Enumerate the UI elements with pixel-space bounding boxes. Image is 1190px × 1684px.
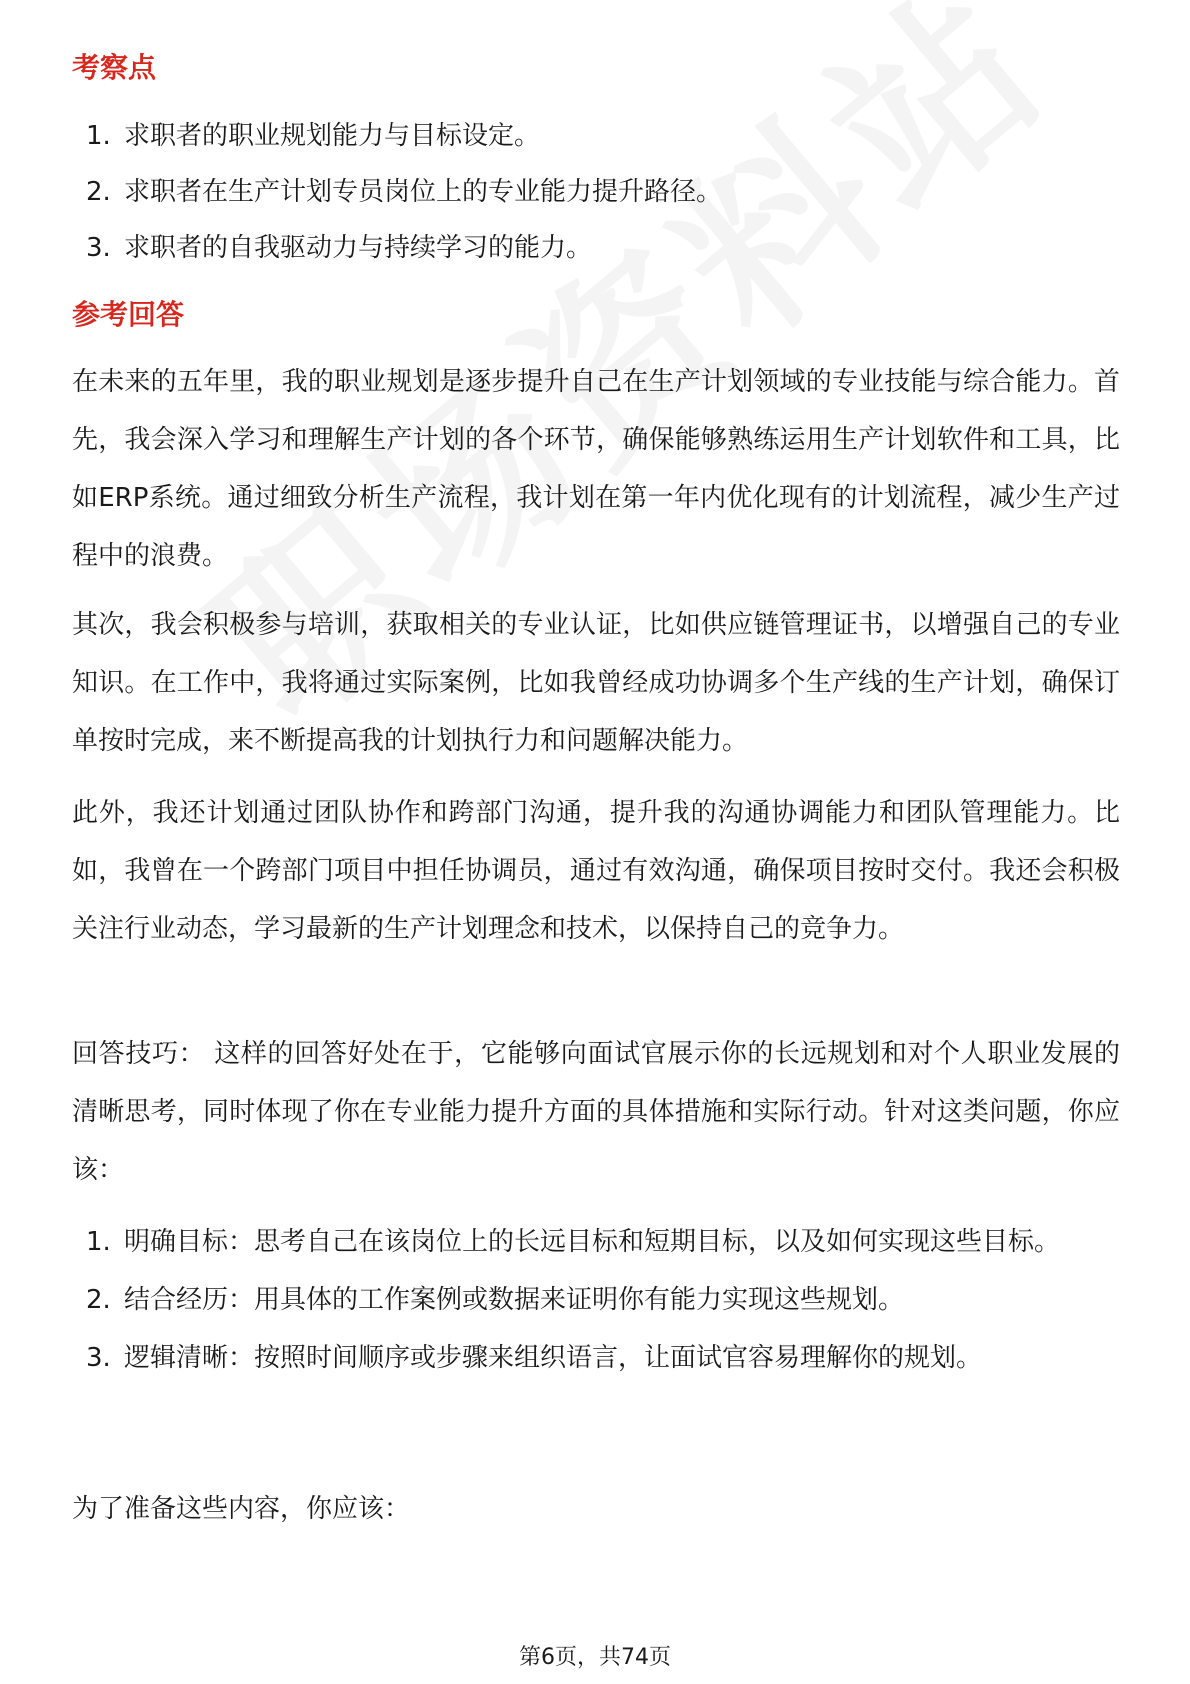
key-points-list [72, 112, 1120, 280]
list-number: 1. [86, 1227, 111, 1257]
list-item [72, 168, 1120, 224]
list-item [72, 1331, 1120, 1385]
list-item [72, 224, 1120, 280]
list-item-text: 求职者的自我驱动力与持续学习的能力。 [124, 233, 593, 263]
list-number: 3. [86, 233, 111, 263]
answer-paragraph: 其次，我会积极参与培训，获取相关的专业认证，比如供应链管理证书，以增强自己的专业知识。在工作中，我将通过实际案例，比如我曾经成功协调多个生产线的生产计划，确保订单按时完成，来不断提高我的计划执行力和问题解决能力。 [72, 610, 1120, 756]
list-item [72, 1273, 1120, 1331]
list-item-text: 求职者在生产计划专员岗位上的专业能力提升路径。 [124, 177, 723, 207]
list-number: 2. [86, 177, 111, 207]
tips-list [72, 1215, 1120, 1385]
page-footer: 第6页，共74页 [519, 1645, 671, 1670]
section-heading-key-points: 考察点 [72, 51, 157, 84]
tips-paragraph: 回答技巧： 这样的回答好处在于，它能够向面试官展示你的长远规划和对个人职业发展的清晰思考，同时体现了你在专业能力提升方面的具体措施和实际行动。针对这类问题，你应该： [72, 1039, 1120, 1185]
list-number: 3. [86, 1343, 111, 1373]
list-number: 1. [86, 121, 111, 151]
list-item-text: 逻辑清晰：按照时间顺序或步骤来组织语言，让面试官容易理解你的规划。 [124, 1343, 983, 1373]
answer-paragraph: 此外，我还计划通过团队协作和跨部门沟通，提升我的沟通协调能力和团队管理能力。比如，我曾在一个跨部门项目中担任协调员，通过有效沟通，确保项目按时交付。我还会积极关注行业动态，学习最新的生产计划理念和技术，以保持自己的竞争力。 [72, 798, 1120, 944]
section-heading-reference-answer: 参考回答 [72, 298, 185, 331]
list-item [72, 112, 1120, 168]
list-item-text: 结合经历：用具体的工作案例或数据来证明你有能力实现这些规划。 [124, 1285, 905, 1315]
list-number: 2. [86, 1285, 111, 1315]
closing-paragraph: 为了准备这些内容，你应该： [72, 1494, 411, 1524]
answer-paragraph: 在未来的五年里，我的职业规划是逐步提升自己在生产计划领域的专业技能与综合能力。首先，我会深入学习和理解生产计划的各个环节，确保能够熟练运用生产计划软件和工具，比如ERP系统。通过细致分析生产流程，我计划在第一年内优化现有的计划流程，减少生产过程中的浪费。 [72, 367, 1120, 571]
list-item [72, 1215, 1120, 1273]
list-item-text: 求职者的职业规划能力与目标设定。 [124, 121, 541, 151]
list-item-text: 明确目标：思考自己在该岗位上的长远目标和短期目标，以及如何实现这些目标。 [124, 1227, 1061, 1257]
